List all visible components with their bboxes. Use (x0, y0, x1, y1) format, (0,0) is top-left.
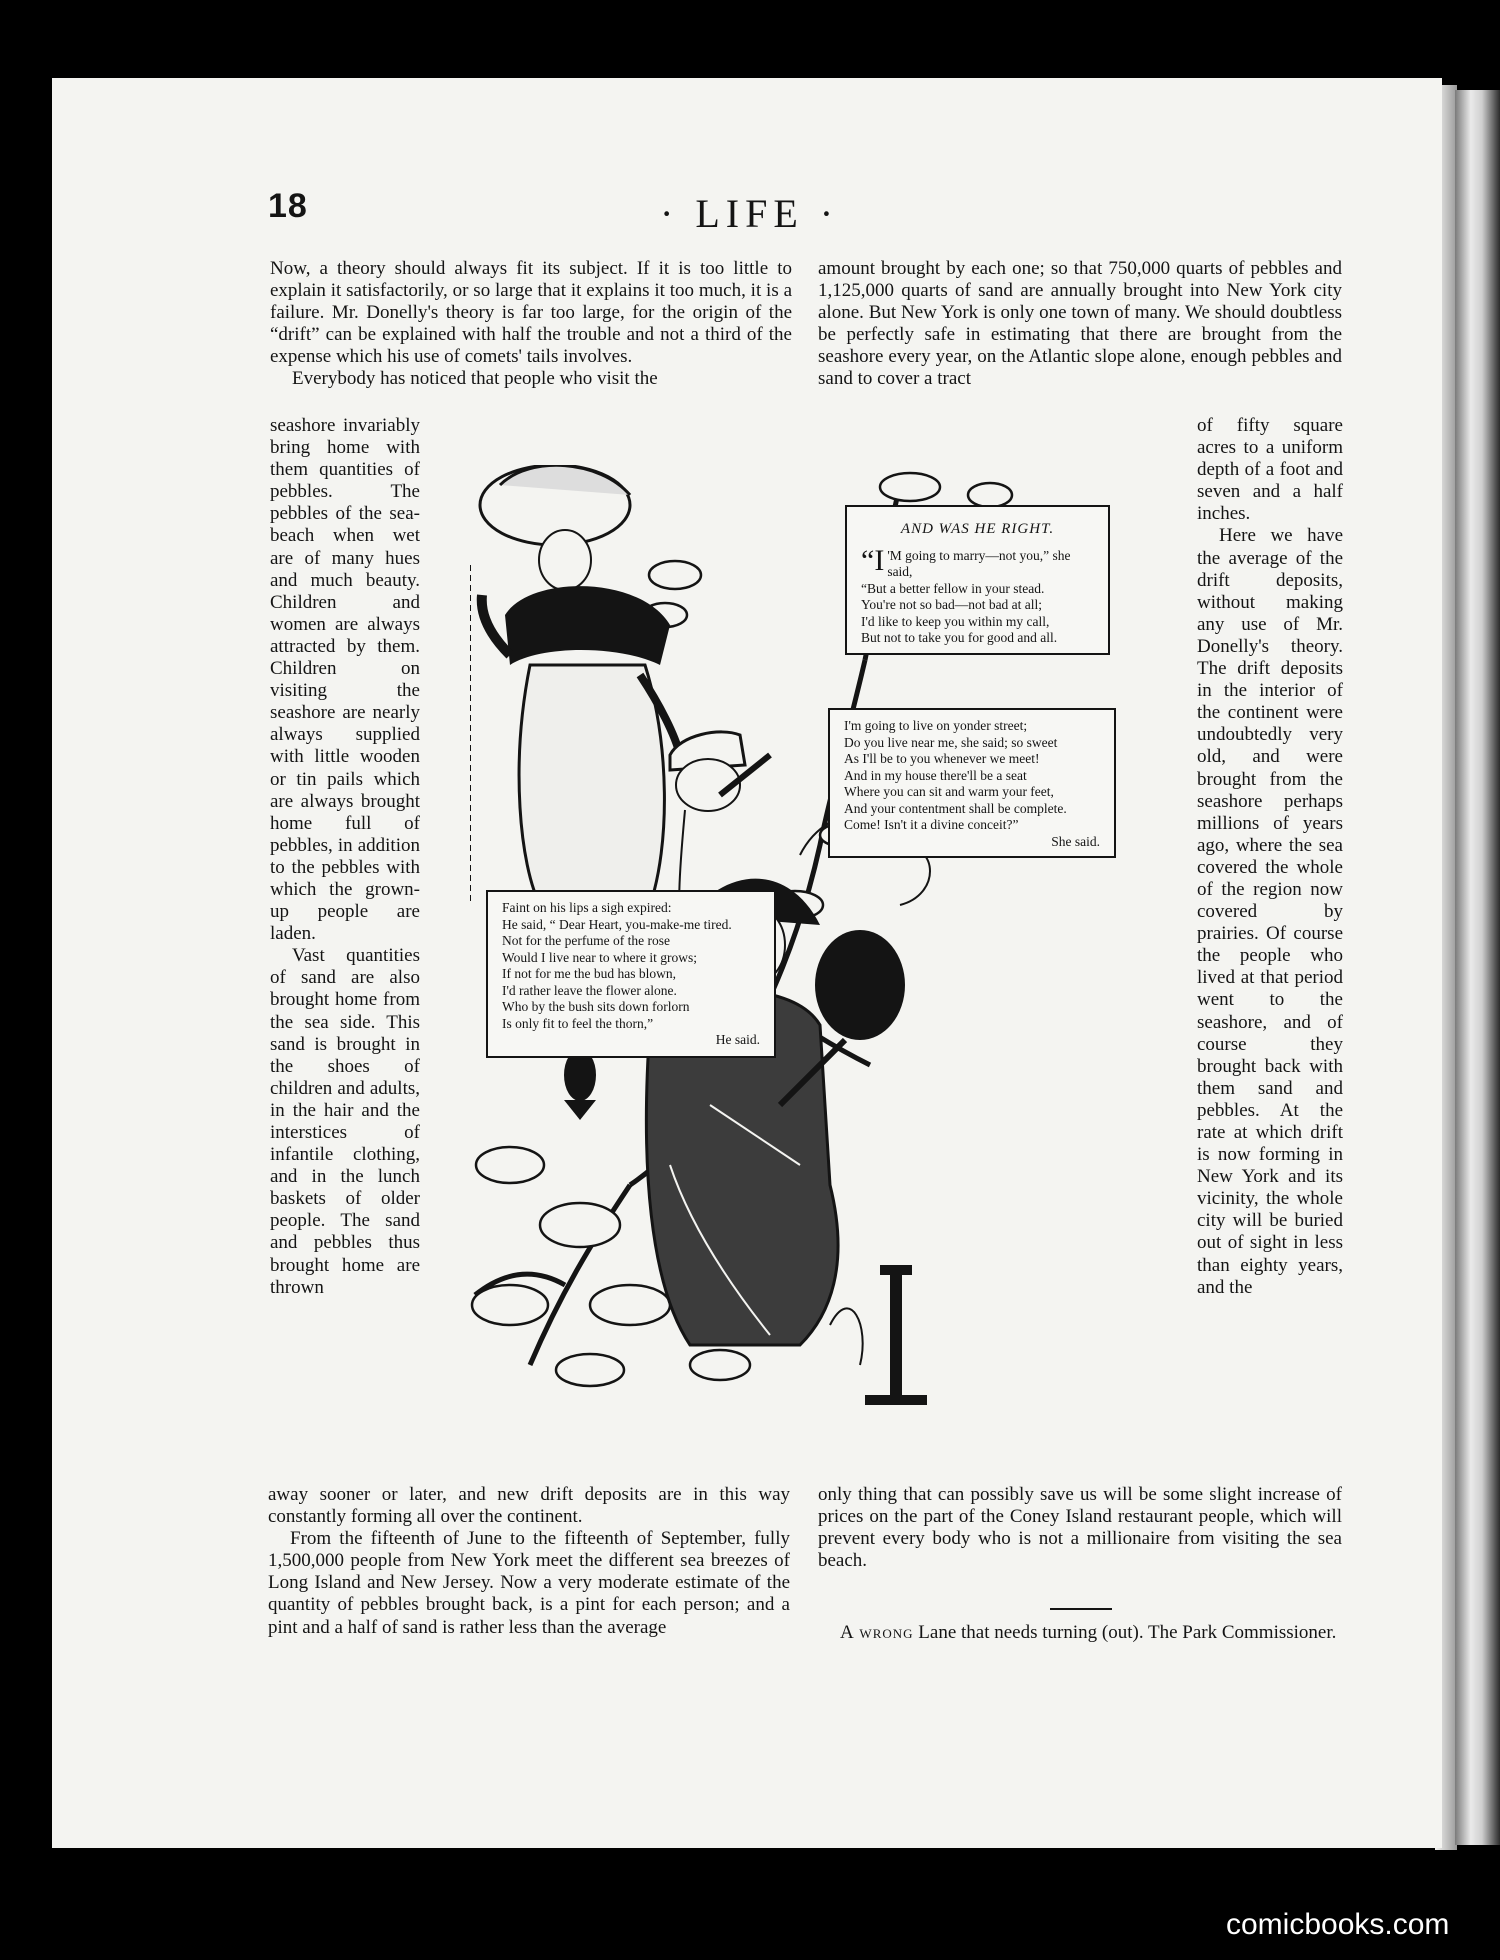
poem-line: Not for the perfume of the rose (502, 933, 670, 948)
poem-line: Would I live near to where it grows; (502, 949, 697, 965)
rosebud (564, 1049, 596, 1120)
poem-line: I'd rather leave the flower alone. (502, 982, 677, 998)
woman-with-hat-figure (470, 465, 680, 905)
column-left-top (270, 258, 792, 391)
poem-line: Where you can sit and warm your feet, (844, 784, 1054, 799)
poem-line: He said, “ Dear Heart, you-make-me tired. (502, 916, 732, 932)
poem-line: Faint on his lips a sigh expired: (502, 900, 672, 915)
poem-line: And your contentment shall be complete. (844, 800, 1067, 816)
paragraph: Here we have the average of the drift deposits, without making any use of Mr. Donelly's theory. The drift deposits in the interior of the continent were undoubtedly very old, and were brought from the seashore perhaps millions of years ago, where the sea covered the whole of the region now covered by prairies. Of course the people who lived at that period went to the seashore, and of course they brought back with them sand and pebbles. At the rate at which drift is now forming in New York and its vicinity, the whole city will be buried out of sight in less than eighty years, and the (1197, 525, 1343, 1298)
poem-line: Do you live near me, she said; so sweet (844, 734, 1058, 750)
poem-box-she-said (828, 708, 1116, 858)
column-left-narrow (270, 415, 420, 1299)
paragraph: Now, a theory should always fit its subject. If it is too little to explain it satisfactorily, or so large that it explains it too much, it is a failure. Mr. Donelly's theory is far too large, for the origin of the “drift” can be explained with half the trouble and not a third of the expense which his use of comets' tails involves. (270, 258, 792, 368)
paragraph: Vast quantities of sand are also brought home from the sea side. This sand is brought in the shoes of children and adults, in the hair and the interstices of infantile clothing, and in the lunch baskets of older people. The sand and pebbles thus brought home are thrown (270, 945, 420, 1298)
poem-line: 'M going to marry—not you,” she said, (887, 547, 1071, 579)
paragraph: of fifty square acres to a uniform depth of a foot and seven and a half inches. (1197, 415, 1343, 525)
column-right-narrow (1197, 415, 1343, 1299)
watermark: comicbooks.com (1226, 1908, 1450, 1941)
poem-line: Who by the bush sits down forlorn (502, 999, 690, 1014)
column-right-bottom (818, 1484, 1342, 1572)
paragraph: only thing that can possibly save us will be some slight increase of prices on the part of the Coney Island restaurant people, which will prevent every body who is not a millionaire from visiting the sea beach. (818, 1484, 1342, 1572)
poem-line: As I'll be to you whenever we meet! (844, 751, 1040, 766)
binding-spine (1455, 90, 1500, 1845)
masthead-title: · LIFE · (660, 191, 840, 236)
page-number: 18 (268, 187, 308, 225)
poem-box-he-said (486, 890, 776, 1058)
joke-text: Lane that needs turning (out). The Park Commissioner. (913, 1622, 1337, 1643)
section-divider (1050, 1608, 1112, 1610)
joke-paragraph (818, 1622, 1342, 1644)
poem-signature: He said. (715, 1032, 760, 1047)
poem-box-and-was-he-right (845, 505, 1110, 655)
poem-line: If not for me the bud has blown, (502, 966, 676, 981)
paragraph: From the fifteenth of June to the fifteenth of September, fully 1,500,000 people from New York meet the different sea breezes of Long Island and New Jersey. Now a very moderate estimate of the quantity of pebbles brought back, is a pint for each person; and a pint and a half of sand is rather less than the average (268, 1528, 790, 1638)
paragraph: away sooner or later, and new drift deposits are in this way constantly forming all over the continent. (268, 1484, 790, 1528)
column-right-top (818, 258, 1342, 391)
poem-line: You're not so bad—not bad at all; (861, 597, 1043, 612)
poem-line: Is only fit to feel the thorn,” (502, 1015, 654, 1031)
fireplace-stand (830, 1265, 927, 1405)
poem-line: And in my house there'll be a seat (844, 767, 1027, 783)
poem-dropcap: “I (861, 543, 885, 577)
poem-title: AND WAS HE RIGHT. (900, 521, 1055, 537)
poem-line: “But a better fellow in your stead. (861, 580, 1045, 596)
joke-smallcaps: A wrong (840, 1622, 914, 1643)
paragraph: seashore invariably bring home with them quantities of pebbles. The pebbles of the sea-beach when wet are of many hues and much beauty. Children and women are always attracted by them. Children on visiting the seashore are nearly always supplied with little wooden or tin pails which are always brought home full of pebbles, in addition to the pebbles with which the grown-up people are laden. (270, 415, 420, 945)
poem-signature: She said. (1051, 833, 1100, 849)
poem-line: Come! Isn't it a divine conceit?” (844, 817, 1019, 832)
paragraph: amount brought by each one; so that 750,000 quarts of pebbles and 1,125,000 quarts of sand are annually brought into New York city alone. But New York is only one town of many. We should doubtless be perfectly safe in estimating that there are brought from the seashore every year, on the Atlantic slope alone, enough pebbles and sand to cover a tract (818, 258, 1342, 390)
paragraph: Everybody has noticed that people who visit the (292, 368, 658, 390)
poem-line: But not to take you for good and all. (861, 630, 1058, 645)
column-left-bottom (268, 1484, 790, 1639)
poem-line: I'd like to keep you within my call, (861, 613, 1050, 629)
poem-line: I'm going to live on yonder street; (844, 718, 1028, 733)
